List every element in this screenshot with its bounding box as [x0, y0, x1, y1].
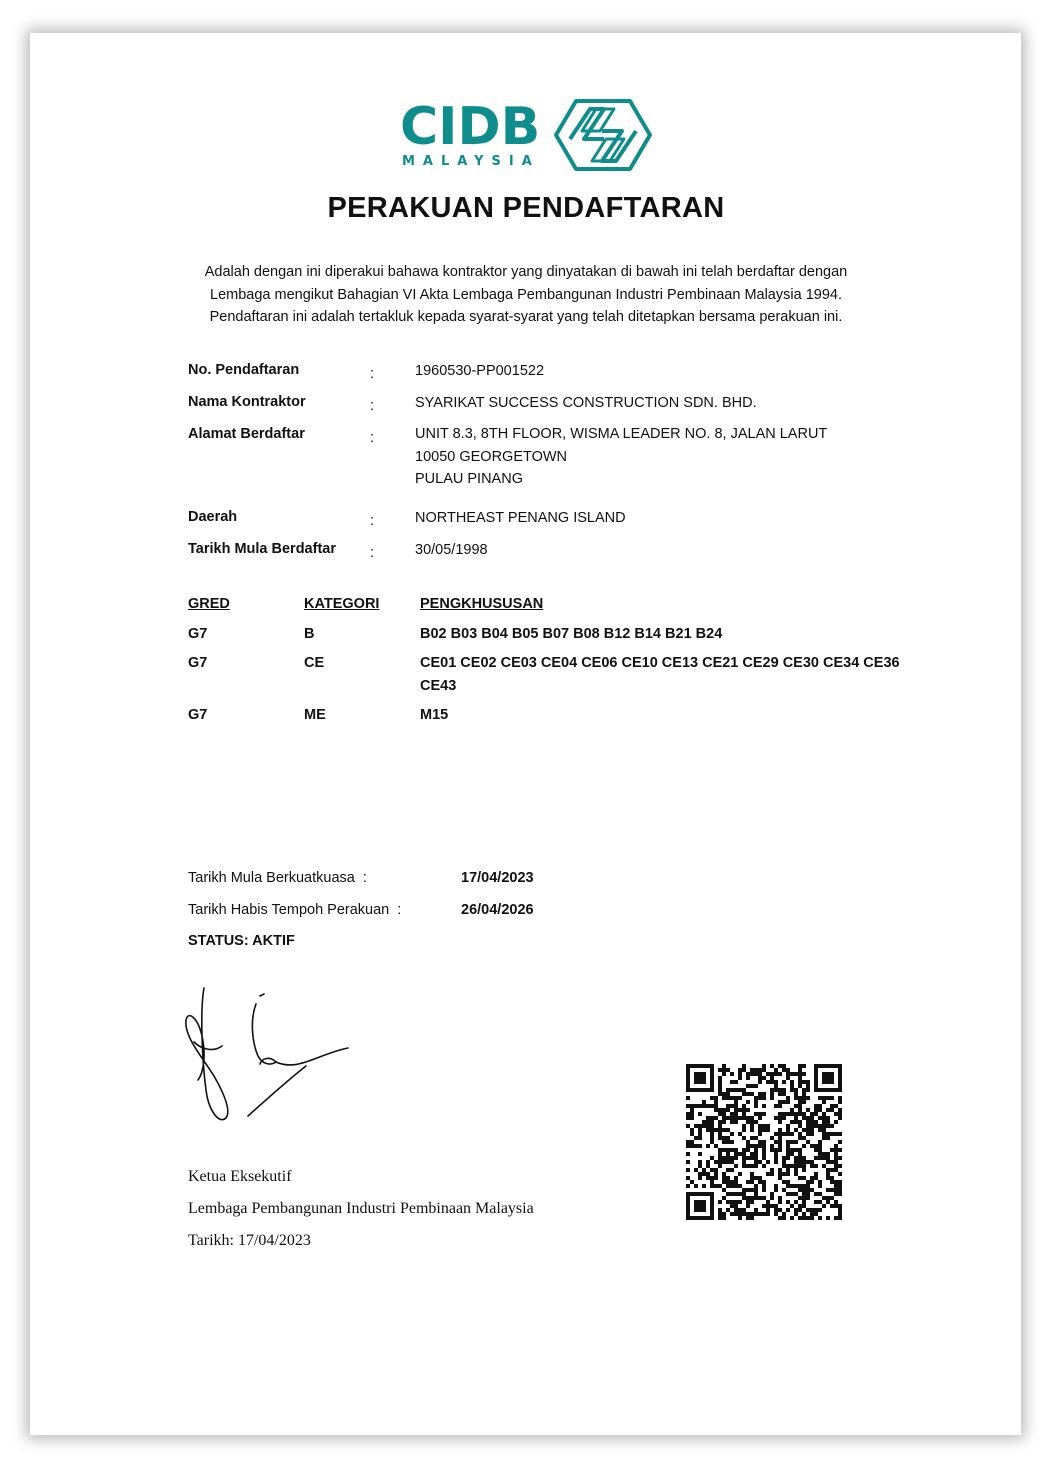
cidb-logo	[400, 97, 652, 173]
qr-code	[686, 1064, 842, 1220]
specialty-line: CE43	[420, 677, 457, 694]
address-line: PULAU PINANG	[415, 471, 523, 487]
district-label: Daerah	[188, 509, 238, 525]
start-date-label: Tarikh Mula Berdaftar	[188, 541, 336, 557]
address-colon: :	[370, 430, 375, 446]
intro-line: Pendaftaran ini adalah tertakluk kepada syarat-syarat yang telah ditetapkan bersama perakuan ini.	[209, 309, 843, 325]
signature-date: Tarikh: 17/04/2023	[188, 1232, 311, 1249]
reg-no-colon: :	[370, 366, 375, 382]
specialty-header: PENGKHUSUSAN	[420, 596, 544, 612]
certificate-page	[30, 33, 1021, 1435]
contractor-name-label: Nama Kontraktor	[188, 394, 306, 410]
category-header: KATEGORI	[304, 596, 380, 612]
status-badge: STATUS: AKTIF	[188, 933, 295, 949]
district-colon: :	[370, 513, 375, 529]
address-value	[415, 423, 827, 491]
logo-wordmark: CIDB	[400, 97, 541, 157]
reg-no-label: No. Pendaftaran	[188, 362, 300, 378]
specialty-line: B02 B03 B04 B05 B07 B08 B12 B14 B21 B24	[420, 626, 723, 642]
certificate-title: PERAKUAN PENDAFTARAN	[327, 192, 725, 224]
reg-no-value: 1960530-PP001522	[415, 363, 545, 379]
signature	[178, 980, 358, 1135]
specialty-cell	[420, 704, 448, 727]
intro-line: Lembaga mengikut Bahagian VI Akta Lembaga Pembangunan Industri Pembinaan Malaysia 1994.	[210, 286, 842, 303]
logo-subtext: MALAYSIA	[402, 154, 540, 169]
contractor-name-colon: :	[370, 398, 375, 414]
category-cell: CE	[304, 655, 325, 671]
intro-line: Adalah dengan ini diperakui bahawa kontraktor yang dinyatakan di bawah ini telah berdaftar dengan	[204, 264, 848, 280]
effective-date-value: 17/04/2023	[461, 870, 534, 886]
address-label: Alamat Berdaftar	[188, 426, 305, 442]
hexagon-mark-icon	[556, 101, 650, 169]
signatory-title: Ketua Eksekutif	[188, 1168, 292, 1185]
intro-paragraph	[150, 261, 902, 329]
grade-header: GRED	[188, 596, 230, 612]
contractor-name-value: SYARIKAT SUCCESS CONSTRUCTION SDN. BHD.	[415, 395, 757, 411]
start-date-colon: :	[370, 545, 375, 561]
address-line: 10050 GEORGETOWN	[415, 448, 568, 465]
expiry-date-value: 26/04/2026	[461, 902, 534, 918]
specialty-line: M15	[420, 707, 449, 723]
specialty-cell	[420, 652, 940, 697]
district-value: NORTHEAST PENANG ISLAND	[415, 510, 626, 526]
address-line: UNIT 8.3, 8TH FLOOR, WISMA LEADER NO. 8, JALAN LARUT	[415, 426, 828, 442]
category-cell: ME	[304, 707, 326, 723]
grade-cell: G7	[188, 707, 208, 723]
start-date-value: 30/05/1998	[415, 542, 488, 558]
effective-date-label: Tarikh Mula Berkuatkuasa :	[188, 870, 367, 886]
signatory-org: Lembaga Pembangunan Industri Pembinaan Malaysia	[188, 1200, 534, 1217]
specialty-cell	[420, 623, 722, 646]
category-cell: B	[304, 626, 315, 642]
grade-cell: G7	[188, 626, 208, 642]
specialty-line: CE01 CE02 CE03 CE04 CE06 CE10 CE13 CE21 CE29 CE30 CE34 CE36	[420, 655, 900, 671]
expiry-date-label: Tarikh Habis Tempoh Perakuan :	[188, 902, 402, 918]
grade-cell: G7	[188, 655, 208, 671]
